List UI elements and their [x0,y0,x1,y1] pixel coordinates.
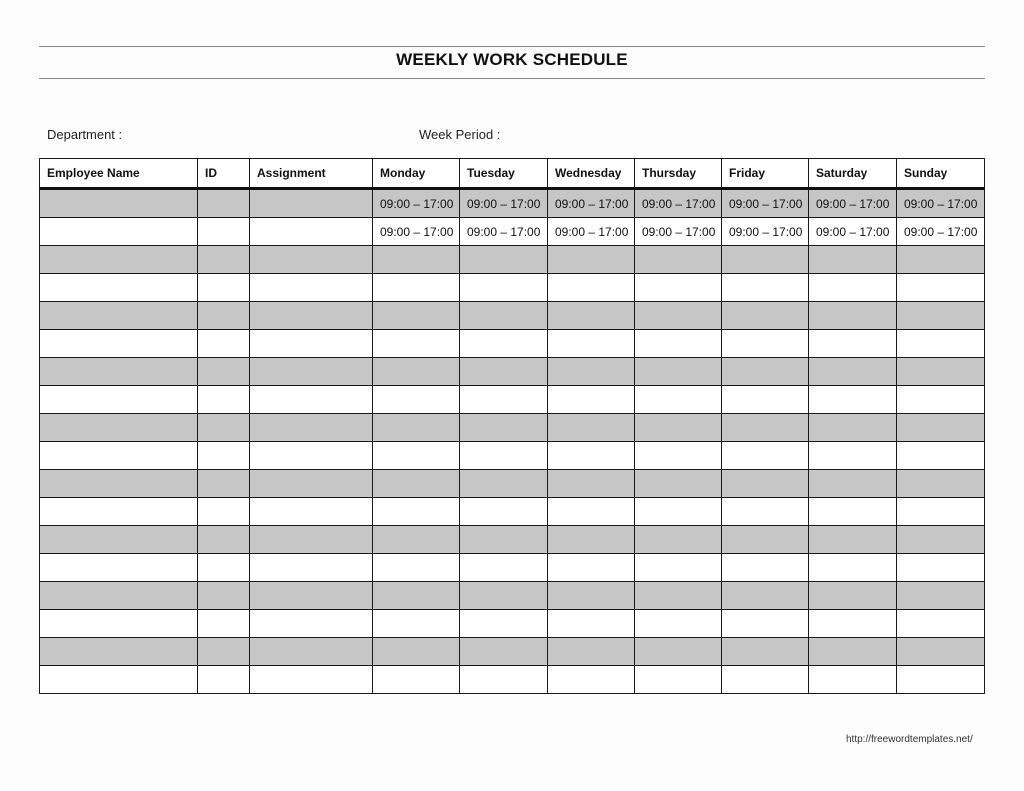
table-cell[interactable] [548,554,635,582]
table-cell[interactable]: 09:00 – 17:00 [548,218,635,246]
table-row [40,189,985,218]
footer-url[interactable]: http://freewordtemplates.net/ [846,734,973,745]
table-cell[interactable] [722,554,809,582]
table-cell[interactable] [548,582,635,610]
table-cell[interactable] [40,638,198,666]
table-cell[interactable] [460,470,548,498]
table-cell[interactable] [897,330,985,358]
table-cell[interactable] [548,414,635,442]
table-cell[interactable] [809,582,897,610]
table-cell[interactable] [40,302,198,330]
table-cell[interactable] [897,666,985,694]
table-cell[interactable] [635,246,722,274]
table-row [40,246,985,274]
table-cell[interactable]: 09:00 – 17:00 [809,189,897,218]
table-cell[interactable] [198,610,250,638]
table-cell[interactable] [460,610,548,638]
table-cell[interactable] [635,582,722,610]
table-cell[interactable] [250,414,373,442]
table-cell[interactable] [460,582,548,610]
table-cell[interactable] [373,638,460,666]
table-cell[interactable] [250,582,373,610]
table-row [40,470,985,498]
table-row [40,442,985,470]
header-tuesday: Tuesday [460,159,548,189]
table-cell[interactable] [198,442,250,470]
table-cell[interactable] [897,386,985,414]
table-cell[interactable] [373,526,460,554]
table-cell[interactable] [460,302,548,330]
table-cell[interactable] [722,274,809,302]
header-employee-name: Employee Name [40,159,198,189]
table-cell[interactable] [897,274,985,302]
table-cell[interactable] [373,470,460,498]
table-cell[interactable] [548,610,635,638]
table-cell[interactable]: 09:00 – 17:00 [460,218,548,246]
table-cell[interactable] [250,330,373,358]
table-cell[interactable] [548,526,635,554]
table-cell[interactable] [548,246,635,274]
table-cell[interactable] [897,610,985,638]
schedule-table [39,158,985,694]
table-cell[interactable]: 09:00 – 17:00 [373,189,460,218]
table-cell[interactable] [897,582,985,610]
table-cell[interactable] [635,498,722,526]
table-cell[interactable] [40,470,198,498]
table-cell[interactable]: 09:00 – 17:00 [548,189,635,218]
table-cell[interactable] [250,498,373,526]
table-cell[interactable] [460,498,548,526]
table-cell[interactable] [373,330,460,358]
table-cell[interactable] [40,246,198,274]
table-cell[interactable] [809,470,897,498]
table-cell[interactable] [548,638,635,666]
table-cell[interactable] [809,498,897,526]
table-cell[interactable] [250,302,373,330]
table-cell[interactable] [40,610,198,638]
table-cell[interactable] [548,330,635,358]
table-cell[interactable] [809,358,897,386]
header-monday: Monday [373,159,460,189]
table-cell[interactable] [373,498,460,526]
table-cell[interactable] [897,638,985,666]
week-period-label: Week Period : [419,127,501,142]
table-cell[interactable] [722,302,809,330]
table-cell[interactable] [809,414,897,442]
table-cell[interactable] [198,189,250,218]
table-row [40,358,985,386]
table-cell[interactable] [722,330,809,358]
table-cell[interactable] [897,554,985,582]
table-cell[interactable] [722,414,809,442]
table-cell[interactable] [198,330,250,358]
table-cell[interactable] [548,666,635,694]
table-cell[interactable] [809,526,897,554]
table-cell[interactable]: 09:00 – 17:00 [809,218,897,246]
table-cell[interactable] [373,302,460,330]
table-cell[interactable] [250,274,373,302]
table-cell[interactable] [40,358,198,386]
table-cell[interactable]: 09:00 – 17:00 [635,218,722,246]
table-cell[interactable] [635,414,722,442]
table-row [40,330,985,358]
table-cell[interactable] [40,274,198,302]
table-cell[interactable] [373,582,460,610]
table-cell[interactable] [722,442,809,470]
table-cell[interactable] [198,470,250,498]
table-cell[interactable] [373,246,460,274]
table-cell[interactable] [198,302,250,330]
table-cell[interactable] [548,498,635,526]
header-sunday: Sunday [897,159,985,189]
table-cell[interactable] [198,386,250,414]
table-cell[interactable] [250,246,373,274]
table-cell[interactable] [722,582,809,610]
table-cell[interactable] [809,330,897,358]
table-cell[interactable] [250,610,373,638]
table-cell[interactable] [635,442,722,470]
department-label: Department : [47,127,123,142]
table-row [40,414,985,442]
table-cell[interactable] [635,358,722,386]
table-cell[interactable] [40,189,198,218]
table-cell[interactable] [722,358,809,386]
table-cell[interactable] [40,498,198,526]
table-cell[interactable] [250,554,373,582]
table-cell[interactable]: 09:00 – 17:00 [635,189,722,218]
title-rule-top [39,46,985,47]
table-cell[interactable] [373,554,460,582]
table-row [40,554,985,582]
table-cell[interactable] [548,358,635,386]
table-cell[interactable] [548,274,635,302]
table-cell[interactable] [809,246,897,274]
title-rule-bottom [39,78,985,79]
table-cell[interactable] [722,666,809,694]
table-row [40,610,985,638]
table-row [40,638,985,666]
table-cell[interactable] [460,330,548,358]
table-cell[interactable] [809,554,897,582]
table-cell[interactable] [198,526,250,554]
table-cell[interactable]: 09:00 – 17:00 [897,189,985,218]
table-cell[interactable] [250,189,373,218]
table-cell[interactable] [897,442,985,470]
table-cell[interactable] [198,274,250,302]
header-friday: Friday [722,159,809,189]
table-cell[interactable] [809,666,897,694]
table-cell[interactable] [198,498,250,526]
table-cell[interactable] [250,666,373,694]
table-row [40,526,985,554]
table-cell[interactable] [722,526,809,554]
table-cell[interactable] [198,414,250,442]
header-assignment: Assignment [250,159,373,189]
table-cell[interactable] [635,330,722,358]
table-cell[interactable] [40,582,198,610]
table-cell[interactable] [373,442,460,470]
table-row [40,218,985,246]
header-saturday: Saturday [809,159,897,189]
table-cell[interactable] [40,330,198,358]
table-cell[interactable] [198,582,250,610]
table-cell[interactable] [198,666,250,694]
table-cell[interactable] [373,414,460,442]
table-cell[interactable]: 09:00 – 17:00 [460,189,548,218]
table-cell[interactable] [460,246,548,274]
table-cell[interactable] [460,442,548,470]
table-cell[interactable] [373,386,460,414]
table-cell[interactable] [460,526,548,554]
table-cell[interactable] [897,302,985,330]
table-cell[interactable]: 09:00 – 17:00 [373,218,460,246]
header-wednesday: Wednesday [548,159,635,189]
table-cell[interactable] [40,526,198,554]
header-thursday: Thursday [635,159,722,189]
table-row [40,666,985,694]
table-cell[interactable] [373,358,460,386]
table-cell[interactable] [635,554,722,582]
table-cell[interactable] [198,218,250,246]
table-cell[interactable]: 09:00 – 17:00 [897,218,985,246]
table-cell[interactable] [250,218,373,246]
table-cell[interactable] [460,666,548,694]
table-cell[interactable] [373,274,460,302]
table-cell[interactable] [460,274,548,302]
table-cell[interactable] [40,666,198,694]
table-cell[interactable] [40,414,198,442]
table-cell[interactable] [250,638,373,666]
table-cell[interactable] [548,302,635,330]
table-cell[interactable] [809,302,897,330]
table-cell[interactable] [809,274,897,302]
page-title: WEEKLY WORK SCHEDULE [396,50,628,69]
table-cell[interactable] [40,554,198,582]
header-row [40,159,985,189]
table-cell[interactable] [809,610,897,638]
table-cell[interactable] [635,638,722,666]
table-cell[interactable] [250,386,373,414]
table-cell[interactable] [460,554,548,582]
table-cell[interactable] [635,470,722,498]
table-cell[interactable] [722,498,809,526]
table-cell[interactable] [809,386,897,414]
table-cell[interactable] [809,442,897,470]
table-cell[interactable] [198,554,250,582]
header-id: ID [198,159,250,189]
table-cell[interactable] [809,638,897,666]
table-cell[interactable] [897,470,985,498]
table-cell[interactable] [897,498,985,526]
table-cell[interactable] [460,414,548,442]
table-cell[interactable] [722,470,809,498]
table-body [40,189,985,694]
table-cell[interactable]: 09:00 – 17:00 [722,218,809,246]
table-cell[interactable] [460,638,548,666]
table-cell[interactable] [548,386,635,414]
table-cell[interactable] [722,386,809,414]
table-cell[interactable] [198,358,250,386]
table-row [40,582,985,610]
table-cell[interactable] [635,666,722,694]
table-cell[interactable] [635,386,722,414]
table-cell[interactable] [40,442,198,470]
table-cell[interactable]: 09:00 – 17:00 [722,189,809,218]
table-row [40,302,985,330]
table-cell[interactable] [460,358,548,386]
table-cell[interactable] [897,414,985,442]
table-cell[interactable] [722,610,809,638]
table-cell[interactable] [198,638,250,666]
table-cell[interactable] [373,610,460,638]
table-cell[interactable] [548,470,635,498]
table-cell[interactable] [373,666,460,694]
table-cell[interactable] [40,218,198,246]
table-cell[interactable] [635,302,722,330]
table-cell[interactable] [40,386,198,414]
table-row [40,274,985,302]
table-cell[interactable] [635,274,722,302]
table-cell[interactable] [635,526,722,554]
table-cell[interactable] [250,470,373,498]
table-row [40,386,985,414]
table-cell[interactable] [250,358,373,386]
table-cell[interactable] [548,442,635,470]
table-cell[interactable] [250,442,373,470]
table-cell[interactable] [198,246,250,274]
table-cell[interactable] [460,386,548,414]
table-cell[interactable] [897,526,985,554]
table-cell[interactable] [897,246,985,274]
table-cell[interactable] [722,246,809,274]
table-cell[interactable] [635,610,722,638]
table-cell[interactable] [722,638,809,666]
table-cell[interactable] [250,526,373,554]
table-row [40,498,985,526]
table-cell[interactable] [897,358,985,386]
